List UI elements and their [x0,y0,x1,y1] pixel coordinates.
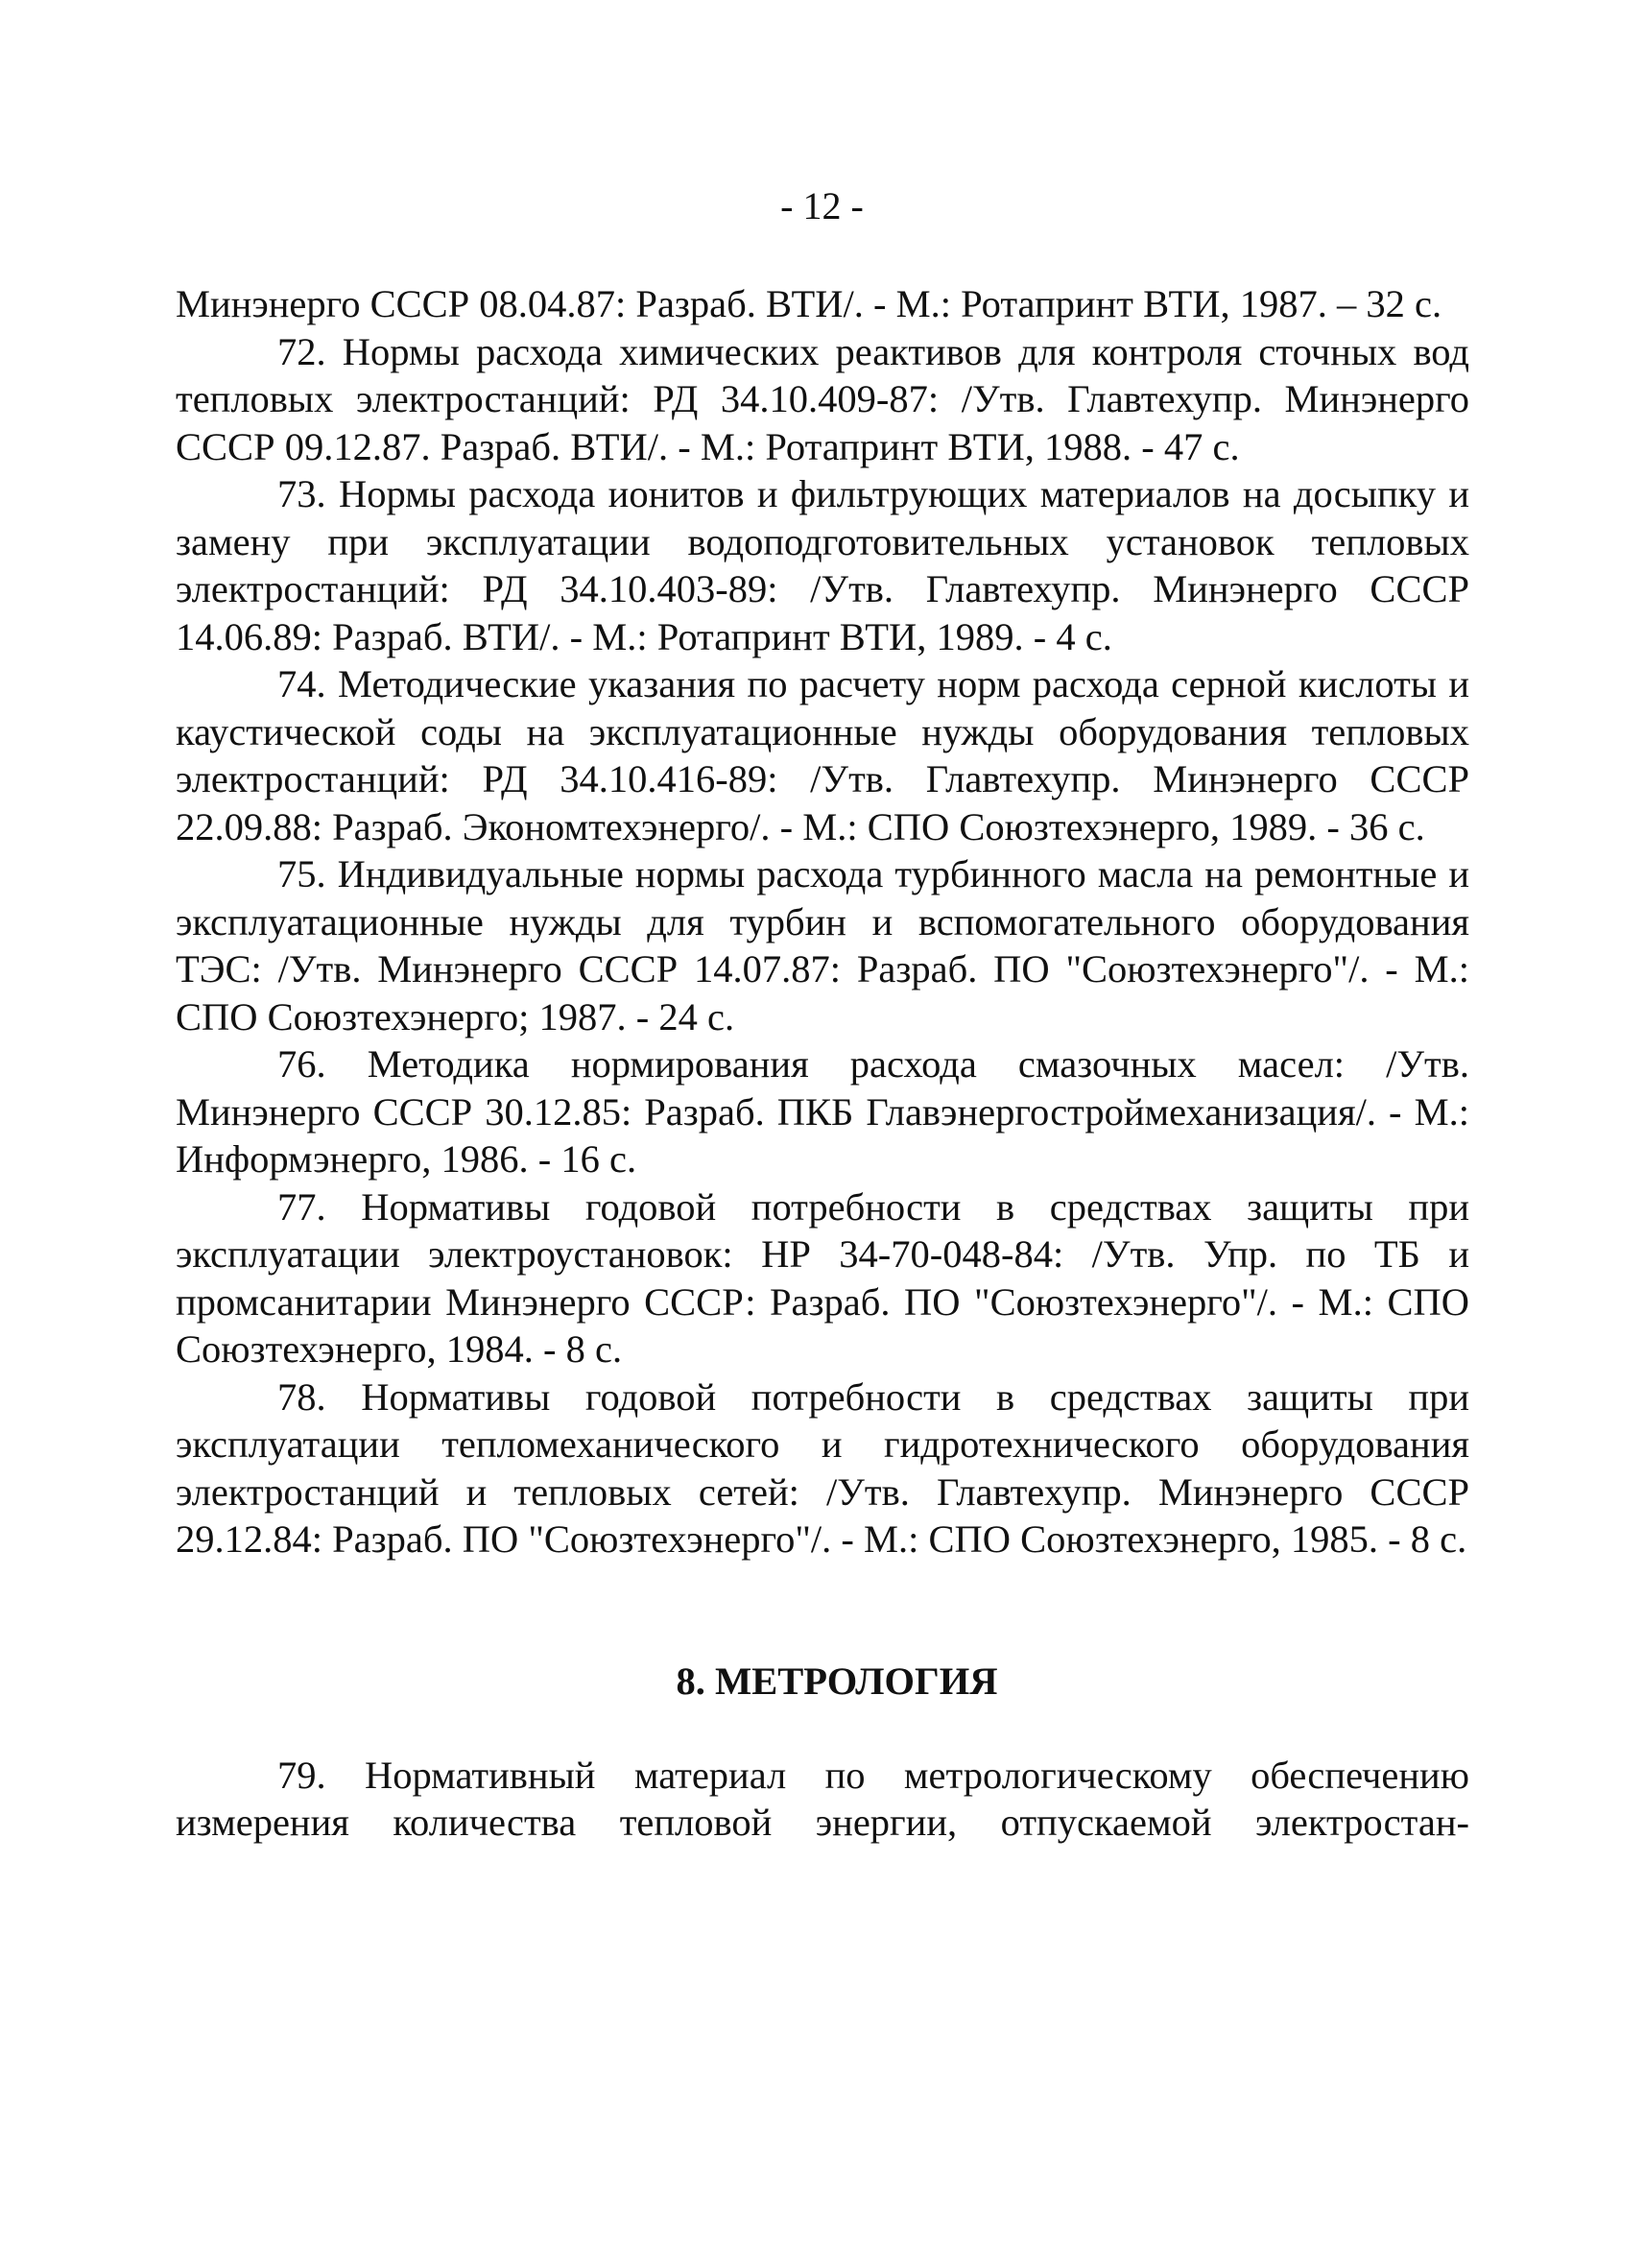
page-content [176,280,1469,1847]
reference-entry-76: 76. Методика нормирования расхода смазочных масел: /Утв. Минэнерго СССР 30.12.85: Разраб. ПКБ Главэнергостроймеханизация/. - М.: Информэнерго, 1986. - 16 с. [176,1042,1469,1181]
reference-entry-77: 77. Нормативы годовой потребности в средствах защиты при эксплуатации электроустановок: НР 34-70-048-84: /Утв. Упр. по ТБ и промсанитарии Минэнерго СССР: Разраб. ПО "Союзтехэнерго"/. - М.: СПО Союзтехэнерго, 1984. - 8 с. [176,1184,1469,1371]
page-number: - 12 - [780,184,864,227]
reference-entry-72: 72. Нормы расхода химических реактивов для контроля сточных вод тепловых электростанций: РД 34.10.409-87: /Утв. Главтехупр. Минэнерго СССР 09.12.87. Разраб. ВТИ/. - М.: Ротапринт ВТИ, 1988. - 47 с. [176,329,1469,468]
reference-entry-78: 78. Нормативы годовой потребности в средствах защиты при эксплуатации тепломеханического и гидротехнического оборудования электростанций и тепловых сетей: /Утв. Главтехупр. Минэнерго СССР 29.12.84: Разраб. ПО "Союзтехэнерго"/. - М.: СПО Союзтехэнерго, 1985. - 8 с. [176,1374,1469,1561]
reference-entry-74: 74. Методические указания по расчету норм расхода серной кислоты и каустической соды на эксплуатационные нужды оборудования тепловых электростанций: РД 34.10.416-89: /Утв. Главтехупр. Минэнерго СССР 22.09.88: Разраб. Экономтехэнерго/. - М.: СПО Союзтехэнерго, 1989. - 36 с. [176,662,1469,848]
reference-entry-75: 75. Индивидуальные нормы расхода турбинного масла на ремонтные и эксплуатационные нужды для турбин и вспомогательного оборудования ТЭС: /Утв. Минэнерго СССР 14.07.87: Разраб. ПО "Союзтехэнерго"/. - М.: СПО Союзтехэнерго; 1987. - 24 с. [176,852,1469,1039]
section-heading-metrology: 8. МЕТРОЛОГИЯ [676,1659,998,1703]
reference-entry-79: 79. Нормативный материал по метрологическому обеспечению измерения количества тепловой энергии, отпускаемой электростан- [176,1753,1469,1844]
continuation-paragraph: Минэнерго СССР 08.04.87: Разраб. ВТИ/. - М.: Ротапринт ВТИ, 1987. – 32 с. [176,282,1442,325]
reference-entry-73: 73. Нормы расхода ионитов и фильтрующих материалов на досыпку и замену при эксплуатации водоподготовительных установок тепловых электростанций: РД 34.10.403-89: /Утв. Главтехупр. Минэнерго СССР 14.06.89: Разраб. ВТИ/. - М.: Ротапринт ВТИ, 1989. - 4 с. [176,472,1469,658]
